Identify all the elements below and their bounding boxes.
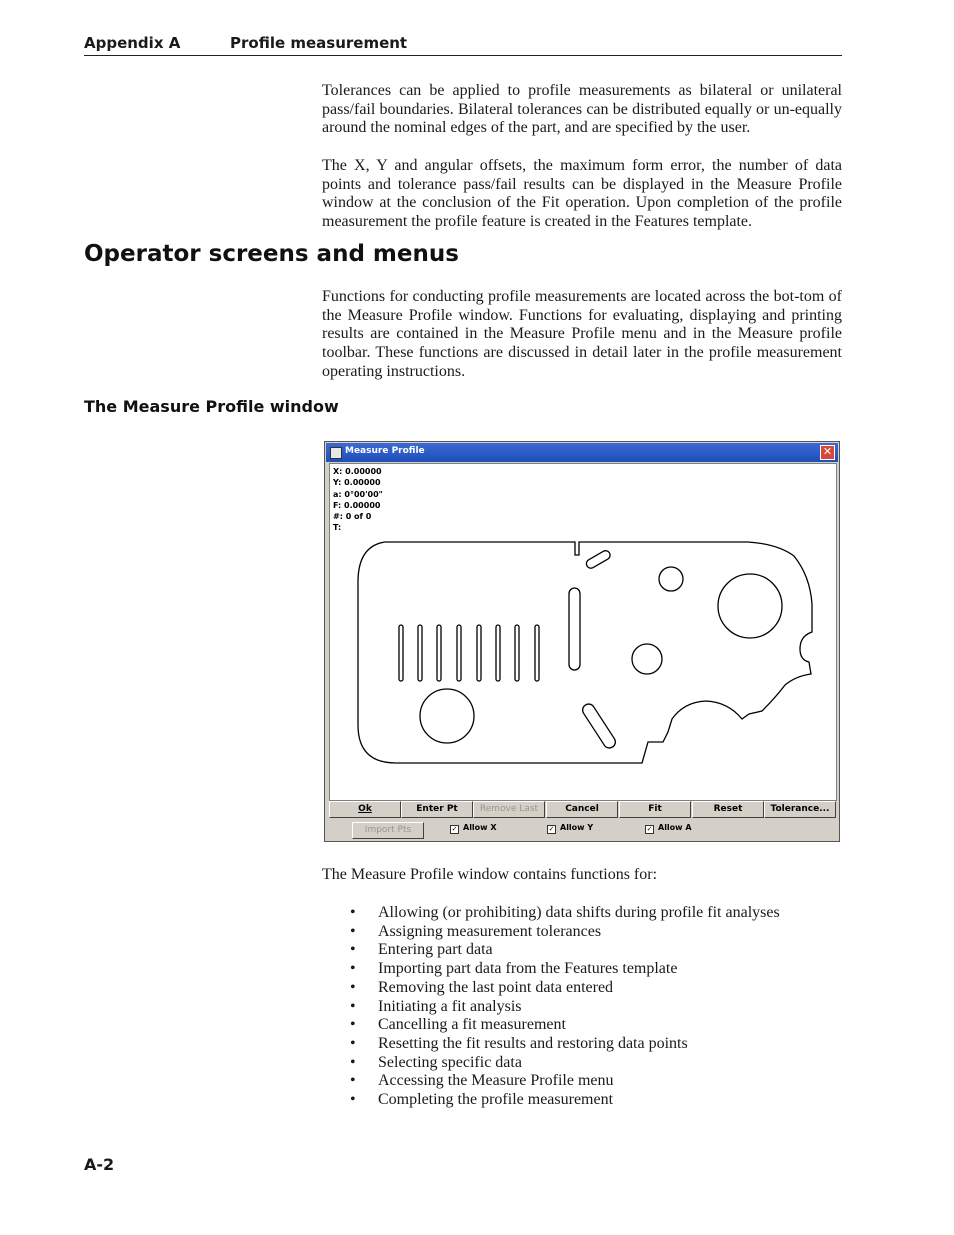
tolerance-button[interactable]: Tolerance...	[764, 801, 836, 818]
readout-count: #: 0 of 0	[333, 512, 372, 522]
small-circle-upper	[659, 567, 683, 591]
top-oval	[585, 549, 612, 570]
list-item: • Entering part data	[350, 941, 780, 960]
list-item: • Initiating a fit analysis	[350, 998, 780, 1017]
readout-angle: a: 0°00'00"	[333, 489, 383, 499]
paragraph-offsets: The X, Y and angular offsets, the maximum form error, the number of data points and tolerance pass/fail results can be displayed in the Measure Profile window at the conclusion of the Fit operation. Upon completion of the profile measurement the profile feature is created in the Features template.	[322, 157, 842, 231]
import-pts-button[interactable]: Import Pts	[352, 822, 424, 839]
allow-y-label: Allow Y	[560, 823, 594, 832]
readout-tolerance: T:	[333, 523, 342, 533]
slot-8	[535, 625, 539, 681]
app-icon	[330, 447, 342, 459]
allow-y-check-icon[interactable]: ✓	[548, 825, 555, 833]
slot-6	[496, 625, 500, 681]
list-item: • Resetting the fit results and restoring data points	[350, 1035, 780, 1054]
enter-pt-button[interactable]: Enter Pt	[401, 801, 473, 818]
part-profile-drawing	[330, 464, 836, 800]
remove-last-button[interactable]: Remove Last	[473, 801, 545, 818]
cancel-button[interactable]: Cancel	[546, 801, 618, 818]
paragraph-tolerances: Tolerances can be applied to profile measurements as bilateral or unilateral pass/fail boundaries. Bilateral tolerances can be distributed equally or un-equally around the nominal edges of the part, and are specified by the user.	[322, 82, 842, 137]
allow-x-checkbox[interactable]	[450, 823, 497, 834]
readout-y: Y: 0.00000	[333, 478, 381, 488]
measure-profile-window	[324, 441, 840, 842]
ok-button[interactable]	[329, 801, 401, 818]
list-item: • Importing part data from the Features template	[350, 960, 780, 979]
reset-button[interactable]: Reset	[692, 801, 764, 818]
header-title: Profile measurement	[230, 34, 408, 52]
section-heading: Operator screens and menus	[84, 241, 459, 267]
subsection-heading: The Measure Profile window	[84, 397, 339, 416]
window-title: Measure Profile	[345, 446, 425, 456]
small-circle-lower	[632, 644, 662, 674]
long-slot	[569, 588, 580, 670]
slot-5	[477, 625, 481, 681]
list-item: • Accessing the Measure Profile menu	[350, 1072, 780, 1091]
list-item: • Cancelling a fit measurement	[350, 1016, 780, 1035]
double-bore	[420, 689, 474, 743]
figure-caption: The Measure Profile window contains functions for:	[322, 866, 658, 883]
paragraph-functions: Functions for conducting profile measurements are located across the bot-tom of the Measure Profile window. Functions for evaluating, displaying and printing results are contained in the Measure Profile menu and in the Measure profile toolbar. These functions are discussed in detail later in the profile measurement operating instructions.	[322, 288, 842, 380]
header-section: Appendix A	[84, 34, 181, 52]
window-titlebar	[326, 443, 838, 462]
list-item: • Assigning measurement tolerances	[350, 923, 780, 942]
large-circle	[718, 574, 782, 638]
slot-3	[437, 625, 441, 681]
slot-2	[418, 625, 422, 681]
allow-x-label: Allow X	[463, 823, 497, 832]
readout-form: F: 0.00000	[333, 500, 381, 510]
slot-4	[457, 625, 461, 681]
allow-a-check-icon[interactable]: ✓	[646, 825, 653, 833]
running-header	[84, 33, 842, 56]
list-item: • Removing the last point data entered	[350, 979, 780, 998]
close-icon[interactable]: ✕	[820, 445, 835, 460]
diagonal-slot	[580, 702, 617, 750]
page-number: A-2	[84, 1155, 115, 1174]
readout-x: X: 0.00000	[333, 467, 382, 476]
allow-a-checkbox[interactable]	[645, 823, 692, 834]
ok-button-label: Ok	[358, 804, 372, 814]
function-list	[350, 904, 780, 1110]
slot-7	[515, 625, 519, 681]
slot-1	[399, 625, 403, 681]
fit-button[interactable]: Fit	[619, 801, 691, 818]
list-item: • Selecting specific data	[350, 1054, 780, 1073]
list-item: • Allowing (or prohibiting) data shifts during profile fit analyses	[350, 904, 780, 923]
allow-y-checkbox[interactable]	[547, 823, 593, 834]
allow-a-label: Allow A	[658, 823, 692, 832]
list-item: • Completing the profile measurement	[350, 1091, 780, 1110]
allow-x-check-icon[interactable]: ✓	[451, 825, 458, 833]
profile-canvas[interactable]	[329, 463, 837, 801]
